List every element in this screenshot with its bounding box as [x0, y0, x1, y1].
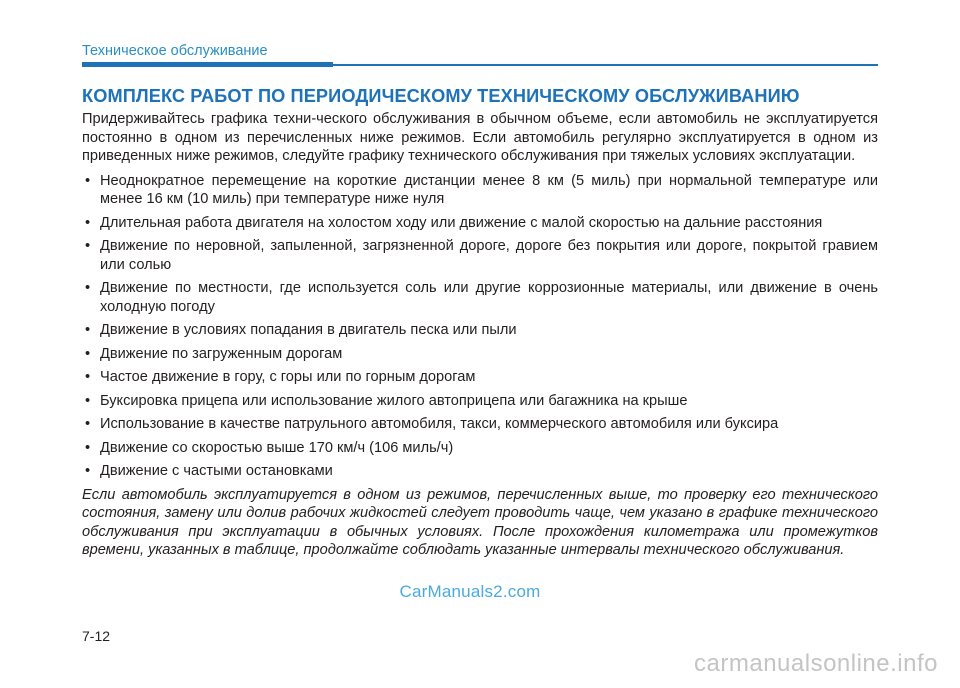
list-item-text: Движение по неровной, запыленной, загрязненной дороге, дороге без покрытия или дороге, покрытой гравием или солью: [100, 238, 878, 273]
header-rule-thin: [333, 64, 878, 66]
bullet-icon: •: [85, 463, 91, 479]
page-number: 7-12: [82, 628, 111, 644]
list-item: [82, 214, 878, 233]
list-item-text: Буксировка прицепа или использование жилого автоприцепа или багажника на крыше: [100, 392, 688, 409]
header-rule-thick: [82, 62, 333, 67]
bullet-icon: •: [85, 322, 91, 338]
list-item-text: Движение по загруженным дорогам: [100, 345, 343, 362]
list-item: [82, 462, 878, 481]
list-item-text: Движение в условиях попадания в двигатель песка или пыли: [100, 322, 517, 338]
bullet-icon: •: [85, 369, 91, 385]
list-item-text: Движение по местности, где используется соль или другие коррозионные материалы, или движение в очень холодную погоду: [100, 280, 878, 315]
intro-paragraph: Придерживайтесь графика техни-ческого обслуживания в обычном объеме, если автомобиль не эксплуатируется постоянно в одном из перечисленных ниже режимов. Если автомобиль регулярно эксплуатируется в одном из приведенных ниже режимов, следуйте графику технического обслуживания при тяжелых условиях эксплуатации.: [82, 111, 878, 164]
bullet-icon: •: [85, 238, 91, 254]
list-item-text: Использование в качестве патрульного автомобиля, такси, коммерческого автомобиля или буксира: [100, 416, 779, 432]
list-item-text: Длительная работа двигателя на холостом ходу или движение с малой скоростью на дальние расстояния: [100, 214, 823, 231]
list-item: [82, 345, 878, 364]
list-item: [82, 321, 878, 340]
list-item: [82, 279, 878, 316]
bullet-icon: •: [85, 416, 91, 432]
page-heading: КОМПЛЕКС РАБОТ ПО ПЕРИОДИЧЕСКОМУ ТЕХНИЧЕСКОМУ ОБСЛУЖИВАНИЮ: [82, 86, 800, 106]
conditions-list: [82, 172, 878, 481]
list-item: [82, 439, 878, 458]
bullet-icon: •: [85, 345, 91, 362]
note-paragraph: Если автомобиль эксплуатируется в одном из режимов, перечисленных выше, то проверку его технического состояния, замену или долив рабочих жидкостей следует проводить чаще, чем указано в графике технического обслуживания при эксплуатации в обычных условиях. После прохождения километража или промежутков времени, указанных в таблице, продолжайте соблюдать указанные интервалы технического обслуживания.: [82, 486, 878, 558]
list-item-text: Движение с частыми остановками: [100, 463, 333, 479]
list-item-text: Неоднократное перемещение на короткие дистанции менее 8 км (5 миль) при нормальной температуре или менее 16 км (10 миль) при температуре ниже нуля: [100, 172, 878, 207]
bullet-icon: •: [85, 280, 91, 296]
bullet-icon: •: [85, 214, 91, 231]
list-item: [82, 392, 878, 411]
list-item-text: Частое движение в гору, с горы или по горным дорогам: [100, 369, 476, 385]
list-item: [82, 368, 878, 387]
bullet-icon: •: [85, 172, 91, 189]
bullet-icon: •: [85, 439, 91, 456]
bullet-icon: •: [85, 392, 91, 409]
list-item-text: Движение со скоростью выше 170 км/ч (106 миль/ч): [100, 439, 454, 456]
section-title: Техническое обслуживание: [82, 43, 268, 59]
content-body: [82, 110, 878, 560]
list-item: [82, 172, 878, 209]
watermark-carmanualsonline[interactable]: carmanualsonline.info: [694, 650, 938, 677]
list-item: [82, 415, 878, 434]
watermark-carmanuals[interactable]: CarManuals2.com: [399, 582, 541, 601]
list-item: [82, 237, 878, 274]
